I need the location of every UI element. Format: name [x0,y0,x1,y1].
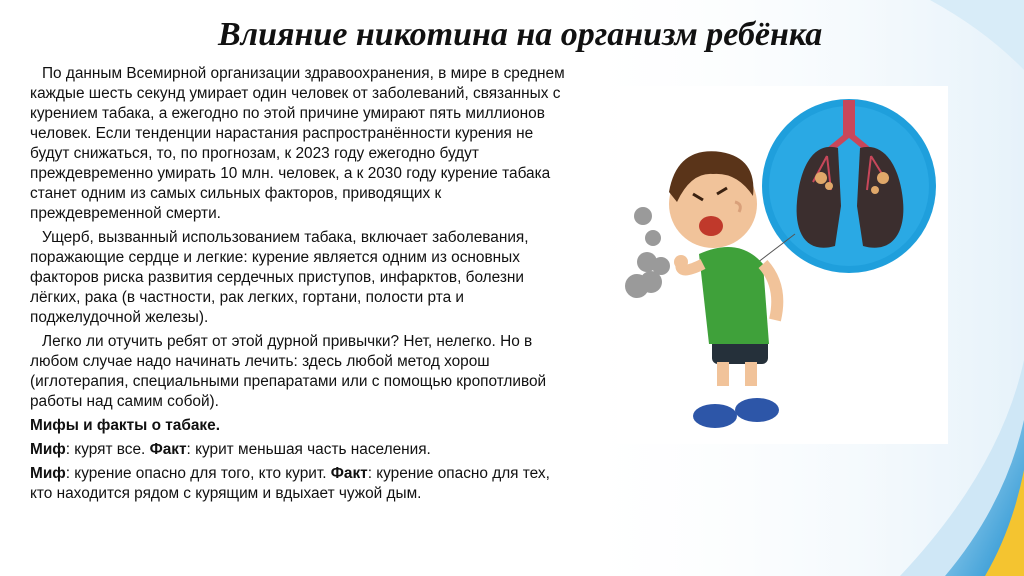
myth-fact-2 [30,464,570,504]
myth-text: : курят все. [65,441,150,458]
paragraph-quitting: Легко ли отучить ребят от этой дурной привычки? Нет, нелегко. Но в любом случае надо начинать лечить: здесь любой метод хорош (иглотерапия, специальными препаратами или с помощью кропотливой работы над самим собой). [30,333,547,410]
slide-title: Влияние никотина на организм ребёнка [218,16,823,53]
myths-heading: Мифы и факты о табаке. [30,417,220,434]
fact-label: Факт [149,441,187,458]
fact-text: : курение опасно для тех, кто находится рядом с курящим и вдыхает чужой дым. [30,465,550,502]
paragraph-who-statistics: По данным Всемирной организации здравоохранения, в мире в среднем каждые шесть секунд умирает один человек от заболеваний, связанных с курением табака, а ежегодно по этой причине умирают пять миллионов человек. Если тенденции нарастания распространённости курения не будут снижаться, то, по прогнозам, к 2023 году ежегодно будут преждевременно умирать 10 млн. человек, а к 2030 году курение табака станет одним из самых сильных факторов, приводящих к преждевременной смерти. [30,65,565,222]
fact-text: : курит меньшая часть населения. [186,441,431,458]
fact-label: Факт [330,465,368,482]
myth-fact-1 [30,440,570,460]
smoking-boy-illustration [617,86,948,444]
myth-label: Миф [30,465,66,482]
myth-text: : курение опасно для того, кто курит. [65,465,331,482]
body-text [30,64,570,508]
myth-label: Миф [30,441,66,458]
smoke-cloud-icon [625,207,670,298]
diseased-lungs-icon [762,99,936,273]
paragraph-tobacco-harm: Ущерб, вызванный использованием табака, включает заболевания, поражающие сердце и легкие: курение является одним из основных факторов риска развития сердечных приступов, инфарктов, болезни лёгких, рака (в частности, рак легких, гортани, полости рта и поджелудочной железы). [30,229,529,326]
